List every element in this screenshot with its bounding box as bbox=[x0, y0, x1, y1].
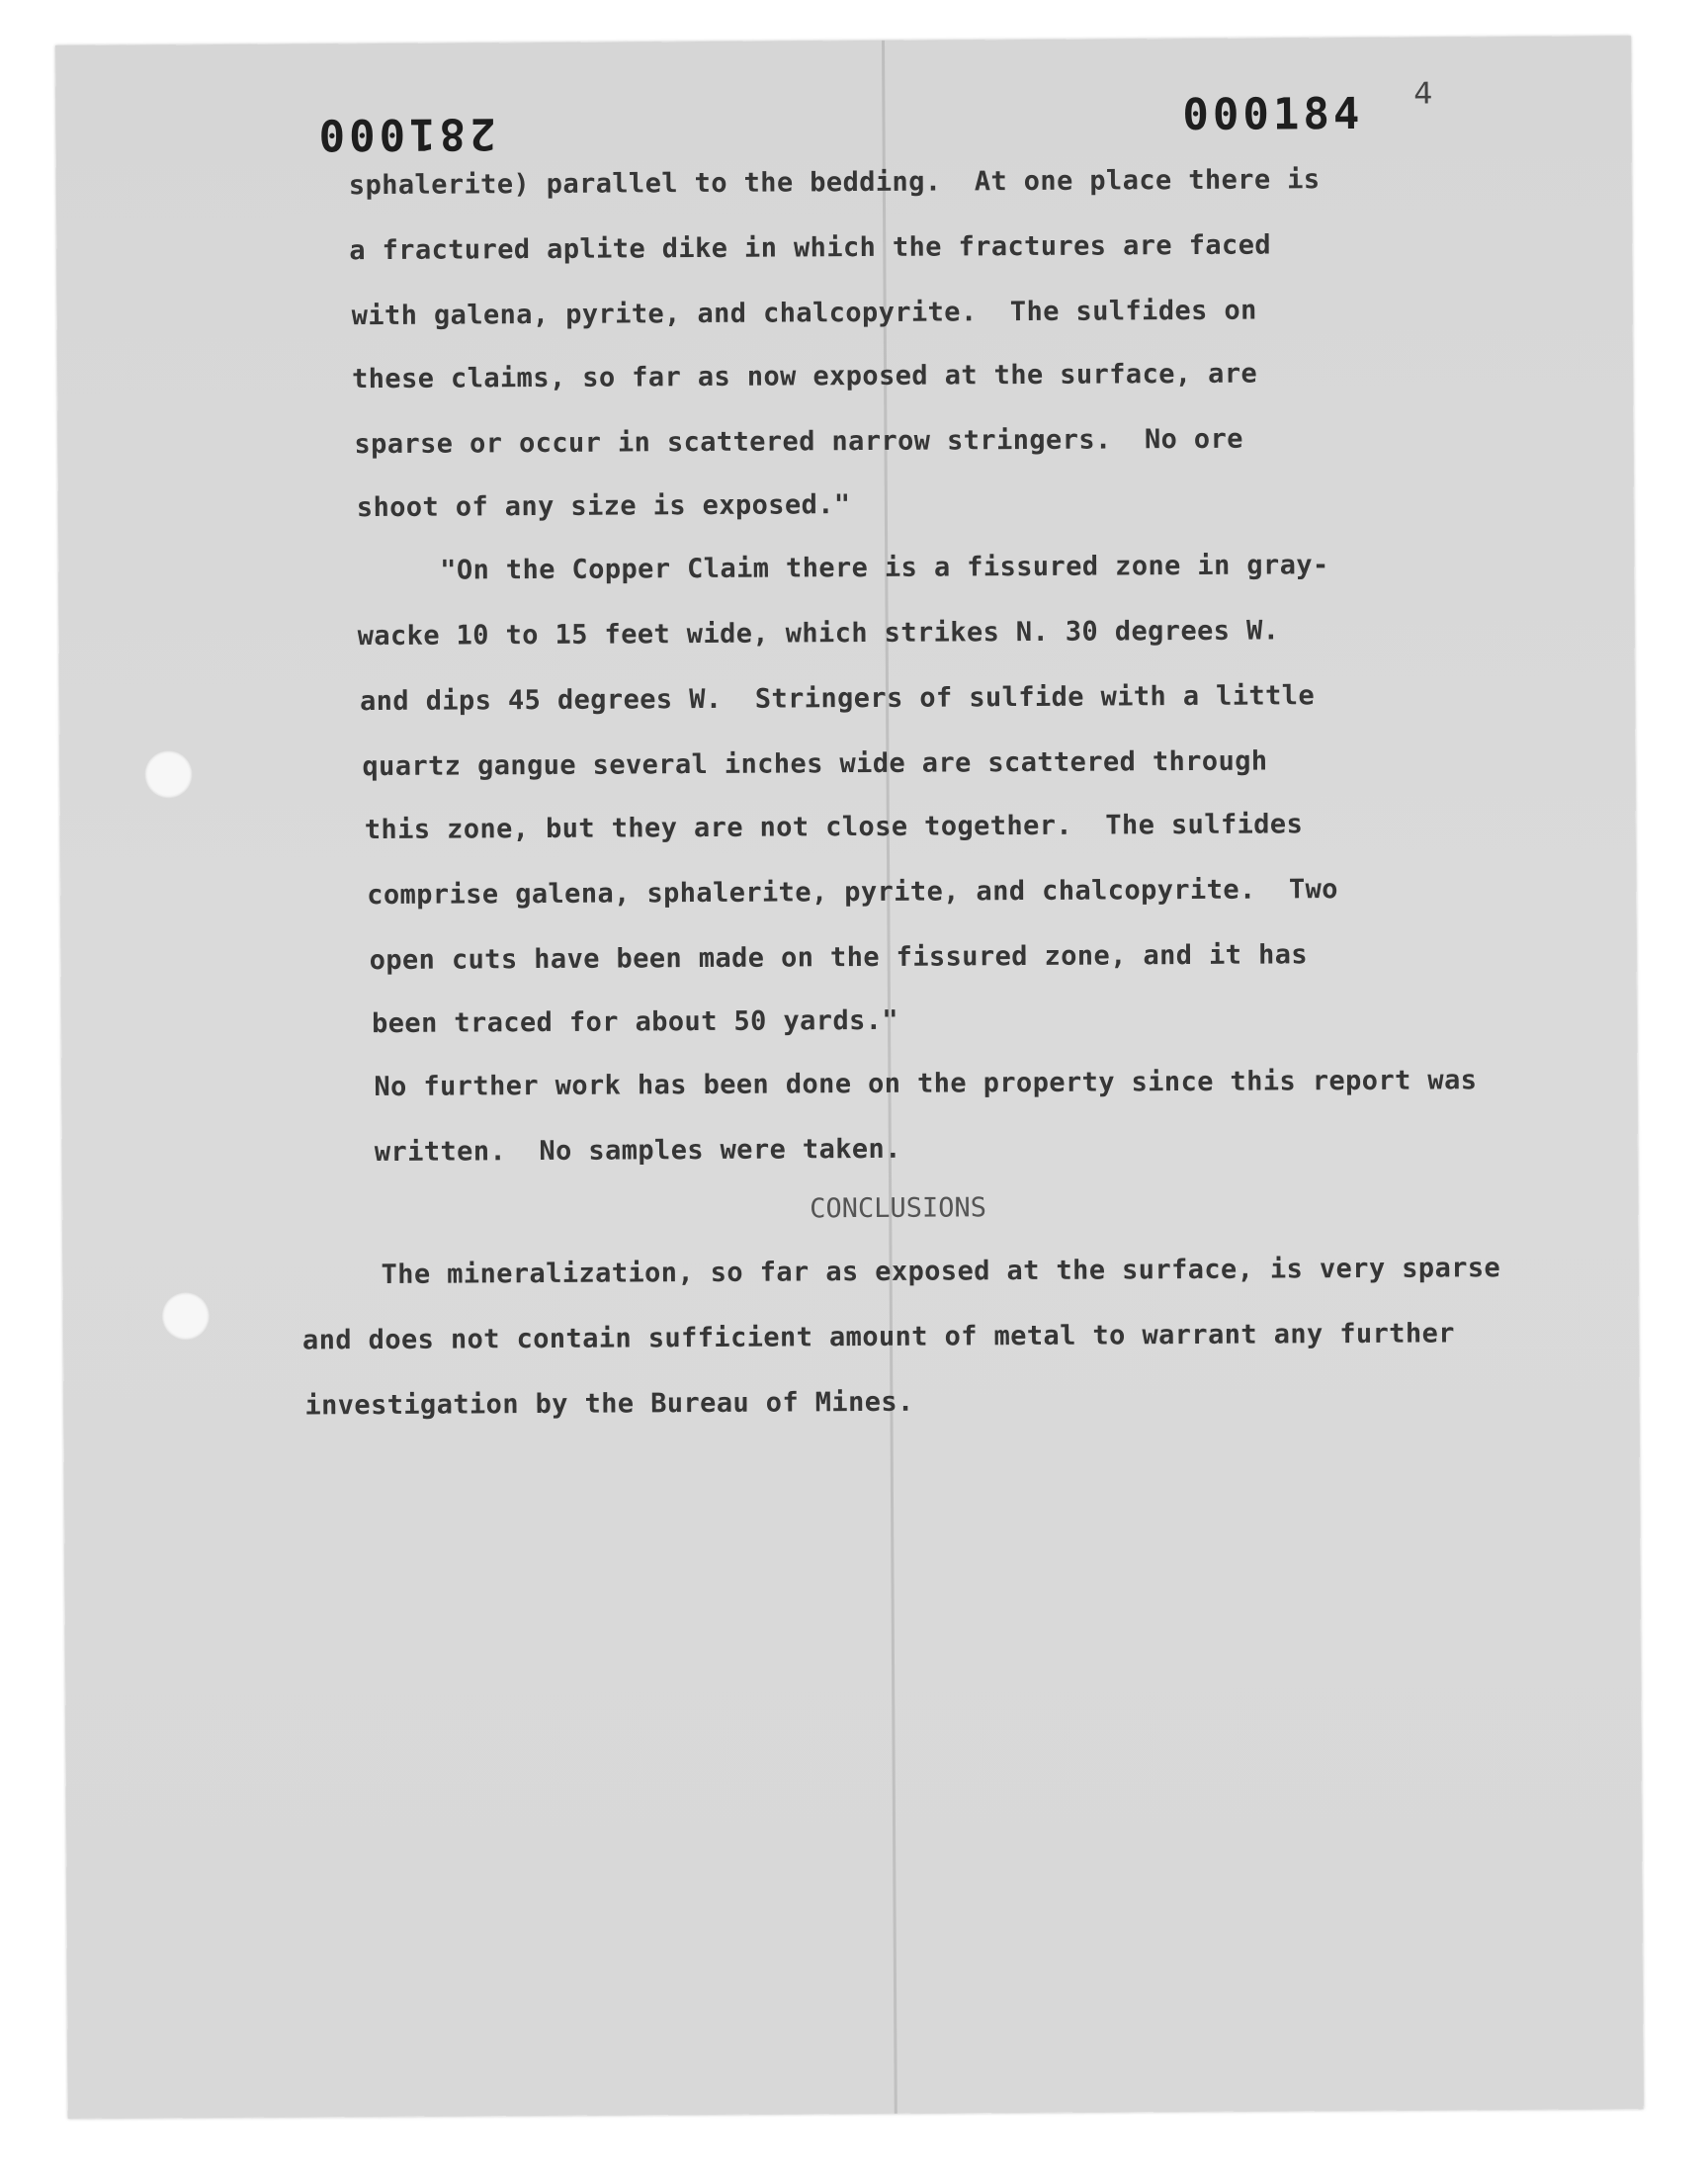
text-line: comprise galena, sphalerite, pyrite, and chalcopyrite. Two bbox=[367, 874, 1339, 912]
text-line: sphalerite) parallel to the bedding. At one place there is bbox=[348, 164, 1321, 202]
document-page bbox=[55, 36, 1644, 2119]
section-heading-conclusions: CONCLUSIONS bbox=[810, 1192, 987, 1225]
punch-hole-upper bbox=[144, 750, 192, 798]
stamp-number-right: 000184 bbox=[1182, 88, 1364, 141]
text-line: a fractured aplite dike in which the fractures are faced bbox=[349, 229, 1272, 267]
text-line: shoot of any size is exposed." bbox=[356, 489, 851, 524]
text-line: wacke 10 to 15 feet wide, which strikes N. 30 degrees W. bbox=[357, 615, 1280, 652]
text-line: written. No samples were taken. bbox=[374, 1133, 901, 1169]
text-line: No further work has been done on the property since this report was bbox=[374, 1065, 1478, 1103]
page-number: 4 bbox=[1413, 76, 1433, 112]
text-line: open cuts have been made on the fissured zone, and it has bbox=[369, 939, 1309, 977]
text-line: with galena, pyrite, and chalcopyrite. The sulfides on bbox=[351, 295, 1257, 332]
text-line: The mineralization, so far as exposed at the surface, is very sparse bbox=[381, 1253, 1501, 1291]
text-line: "On the Copper Claim there is a fissured zone in gray- bbox=[440, 550, 1329, 586]
text-line: quartz gangue several inches wide are scattered through bbox=[362, 745, 1268, 783]
text-line: and dips 45 degrees W. Stringers of sulfide with a little bbox=[359, 680, 1316, 718]
text-line: and does not contain sufficient amount of metal to warrant any further bbox=[301, 1318, 1455, 1356]
text-line: this zone, but they are not close together. The sulfides bbox=[364, 809, 1304, 846]
stamp-number-left: 281000 bbox=[314, 108, 496, 160]
text-line: sparse or occur in scattered narrow stringers. No ore bbox=[354, 423, 1243, 461]
text-line: these claims, so far as now exposed at the surface, are bbox=[351, 358, 1258, 395]
text-line: investigation by the Bureau of Mines. bbox=[304, 1386, 914, 1422]
text-line: been traced for about 50 yards." bbox=[371, 1004, 899, 1040]
punch-hole-lower bbox=[162, 1292, 210, 1340]
